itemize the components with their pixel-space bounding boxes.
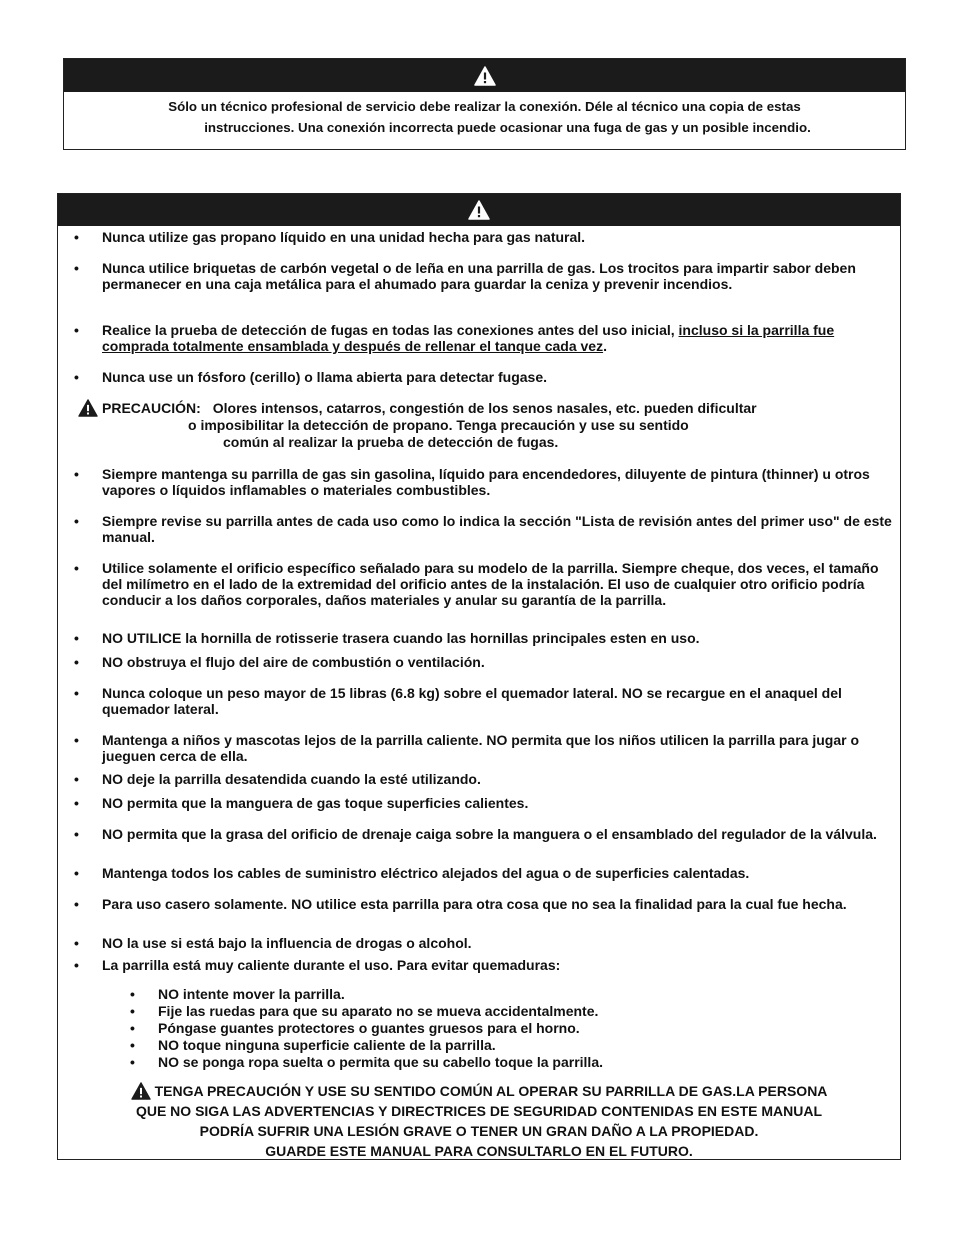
bullet: •	[74, 654, 79, 670]
sub-list-item: NO toque ninguna superficie caliente de la parrilla.	[158, 1037, 496, 1053]
final-line: QUE NO SIGA LAS ADVERTENCIAS Y DIRECTRICES DE SEGURIDAD CONTENIDAS EN ESTE MANUAL	[135, 1103, 823, 1119]
final-line: TENGA PRECAUCIÓN Y USE SU SENTIDO COMÚN AL OPERAR SU PARRILLA DE GAS.LA PERSONA	[154, 1083, 828, 1099]
bullet: •	[74, 732, 79, 748]
caution-label: PRECAUCIÓN:	[102, 399, 201, 416]
list-item: La parrilla está muy caliente durante el uso. Para evitar quemaduras:	[102, 957, 561, 973]
bullet: •	[74, 935, 79, 951]
bullet: •	[74, 322, 79, 338]
installation-warning-line: Sólo un técnico profesional de servicio debe realizar la conexión. Déle al técnico una copia de estas	[168, 99, 801, 114]
list-item-leak-test	[102, 322, 892, 354]
caution-note	[78, 399, 858, 451]
sub-list-item: NO se ponga ropa suelta o permita que su cabello toque la parrilla.	[158, 1054, 603, 1070]
list-item: Nunca use un fósforo (cerillo) o llama abierta para detectar fugase.	[102, 369, 548, 385]
installation-warning-text	[64, 92, 905, 138]
installation-warning-line: instrucciones. Una conexión incorrecta puede ocasionar una fuga de gas y un posible incendio.	[204, 120, 811, 135]
list-item: Siempre revise su parrilla antes de cada uso como lo indica la sección "Lista de revisión antes del primer uso" de este manual.	[102, 513, 892, 545]
bullet: •	[74, 865, 79, 881]
list-item: NO permita que la manguera de gas toque superficies calientes.	[102, 795, 529, 811]
bullet: •	[74, 826, 79, 842]
sub-list-item: Fije las ruedas para que su aparato no se mueva accidentalmente.	[158, 1003, 599, 1019]
bullet: •	[74, 560, 79, 576]
safety-warning-box	[57, 193, 901, 1160]
bullet: •	[74, 466, 79, 482]
leak-test-text: Realice la prueba de detección de fugas en todas las conexiones antes del uso inicial,	[102, 322, 679, 338]
list-item: Siempre mantenga su parrilla de gas sin gasolina, líquido para encendedores, diluyente de pintura (thinner) u otros vapores o líquidos inflamables o materiales combustibles.	[102, 466, 870, 498]
bullet: •	[130, 1054, 135, 1070]
caution-line: o imposibilitar la detección de propano. Tenga precaución y use su sentido	[188, 417, 689, 433]
sub-list-item: Póngase guantes protectores o guantes gruesos para el horno.	[158, 1020, 580, 1036]
safety-list	[58, 194, 900, 1159]
list-item: NO deje la parrilla desatendida cuando la esté utilizando.	[102, 771, 481, 787]
bullet: •	[74, 771, 79, 787]
warning-triangle-icon	[131, 1082, 151, 1100]
bullet: •	[74, 260, 79, 276]
bullet: •	[74, 795, 79, 811]
list-item: Para uso casero solamente. NO utilice esta parrilla para otra cosa que no sea la finalidad para la cual fue hecha.	[102, 896, 847, 912]
list-item: Mantenga a niños y mascotas lejos de la parrilla caliente. NO permita que los niños utilicen la parrilla para jugar o jueguen cerca de ella.	[102, 732, 860, 764]
final-line: PODRÍA SUFRIR UNA LESIÓN GRAVE O TENER UN GRAN DAÑO A LA PROPIEDAD.	[199, 1123, 759, 1139]
bullet: •	[74, 685, 79, 701]
list-item: NO obstruya el flujo del aire de combustión o ventilación.	[102, 654, 485, 670]
caution-line: Olores intensos, catarros, congestión de los senos nasales, etc. pueden dificultar	[212, 399, 757, 416]
bullet: •	[74, 369, 79, 385]
list-item: Nunca coloque un peso mayor de 15 libras (6.8 kg) sobre el quemador lateral. NO se recargue en el anaquel del quemador lateral.	[102, 685, 842, 717]
bullet: •	[130, 1003, 135, 1019]
warning-triangle-icon	[474, 66, 496, 86]
list-item: NO UTILICE la hornilla de rotisserie trasera cuando las hornillas principales esten en uso.	[102, 630, 700, 646]
final-warning-statement	[58, 1081, 900, 1161]
leak-test-end: .	[603, 338, 607, 354]
warning-triangle-icon	[78, 399, 98, 417]
list-item: NO permita que la grasa del orificio de drenaje caiga sobre la manguera o el ensamblado del regulador de la válvula.	[102, 826, 877, 842]
final-line: GUARDE ESTE MANUAL PARA CONSULTARLO EN EL FUTURO.	[265, 1143, 693, 1159]
sub-list-item: NO intente mover la parrilla.	[158, 986, 345, 1002]
bullet: •	[74, 513, 79, 529]
installation-warning-box	[63, 58, 906, 150]
list-item: Nunca utilize gas propano líquido en una unidad hecha para gas natural.	[102, 229, 586, 245]
warning-header-bar	[64, 59, 905, 92]
bullet: •	[130, 1020, 135, 1036]
list-item: NO la use si está bajo la influencia de drogas o alcohol.	[102, 935, 472, 951]
bullet: •	[74, 957, 79, 973]
bullet: •	[130, 986, 135, 1002]
bullet: •	[74, 630, 79, 646]
list-item: Nunca utilice briquetas de carbón vegetal o de leña en una parrilla de gas. Los trocitos para impartir sabor deben permanecer en una caja metálica para el ahumado para guardar la ceniza y prevenir incendios.	[102, 260, 856, 292]
caution-line: común al realizar la prueba de detección de fugas.	[223, 434, 559, 450]
bullet: •	[130, 1037, 135, 1053]
bullet: •	[74, 896, 79, 912]
bullet: •	[74, 229, 79, 245]
list-item: Mantenga todos los cables de suministro eléctrico alejados del agua o de superficies calentadas.	[102, 865, 750, 881]
leak-test-underlined-text: incluso si la parrilla fue comprada totalmente ensamblada y después de rellenar el tanque cada vez	[102, 322, 835, 354]
list-item: Utilice solamente el orificio específico señalado para su modelo de la parrilla. Siempre cheque, dos veces, el tamaño del milímetro en el lado de la extremidad del orificio antes de la instalación. El uso de cualquier otro orificio podría conducir a los daños corporales, daños materiales y anular su garantía de la parrilla.	[102, 560, 879, 608]
